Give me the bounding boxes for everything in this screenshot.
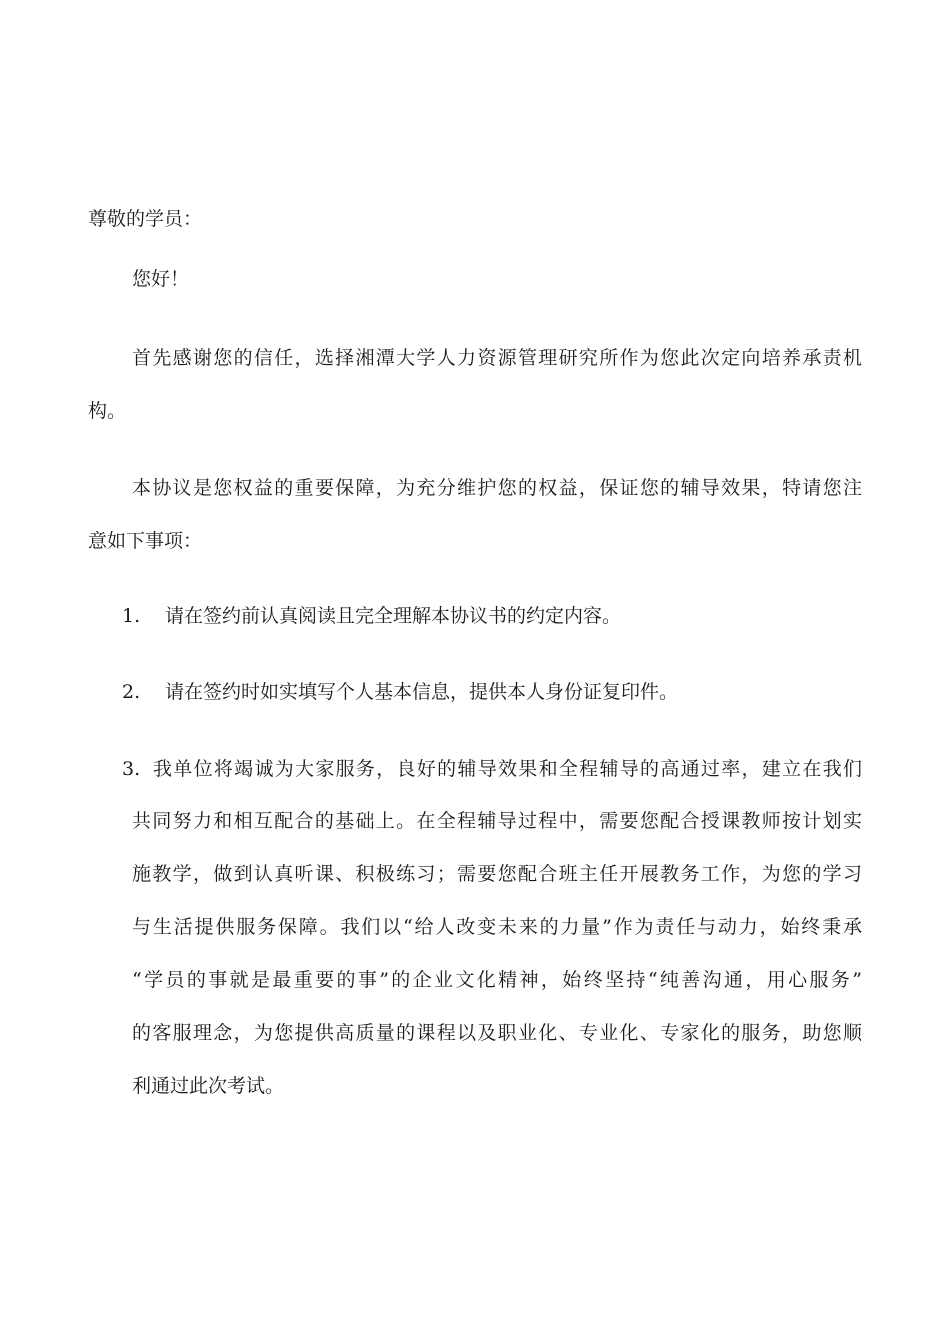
list-item-text: 请在签约前认真阅读且完全理解本协议书的约定内容。 bbox=[165, 605, 622, 627]
intro-paragraph-line-1: 首先感谢您的信任，选择湘潭大学人力资源管理研究所作为您此次定向培养承责机 bbox=[132, 347, 862, 369]
greeting: 您好！ bbox=[132, 268, 190, 290]
list-item-text-line-7: 利通过此次考试。 bbox=[132, 1075, 285, 1097]
salutation: 尊敬的学员： bbox=[88, 208, 203, 230]
list-item-number: 1. bbox=[122, 605, 141, 627]
list-item-number: 2. bbox=[122, 681, 141, 703]
list-item-text-line-5: “学员的事就是最重要的事”的企业文化精神，始终坚持“纯善沟通，用心服务” bbox=[132, 969, 862, 991]
notice-paragraph-line-1: 本协议是您权益的重要保障，为充分维护您的权益，保证您的辅导效果，特请您注 bbox=[132, 477, 862, 499]
list-item-number: 3. bbox=[122, 758, 141, 780]
notice-paragraph-line-2: 意如下事项： bbox=[88, 530, 203, 552]
list-item-text-line-6: 的客服理念，为您提供高质量的课程以及职业化、专业化、专家化的服务，助您顺 bbox=[132, 1022, 862, 1044]
intro-paragraph-line-2: 构。 bbox=[88, 400, 127, 422]
list-item-text-line-1: 我单位将竭诚为大家服务，良好的辅导效果和全程辅导的高通过率，建立在我们 bbox=[153, 758, 862, 780]
list-item-text-line-4: 与生活提供服务保障。我们以“给人改变未来的力量”作为责任与动力，始终秉承 bbox=[132, 916, 862, 938]
list-item-text-line-3: 施教学，做到认真听课、积极练习；需要您配合班主任开展教务工作，为您的学习 bbox=[132, 863, 862, 885]
list-item-text-line-2: 共同努力和相互配合的基础上。在全程辅导过程中，需要您配合授课教师按计划实 bbox=[132, 810, 862, 832]
list-item-text: 请在签约时如实填写个人基本信息，提供本人身份证复印件。 bbox=[165, 681, 679, 703]
